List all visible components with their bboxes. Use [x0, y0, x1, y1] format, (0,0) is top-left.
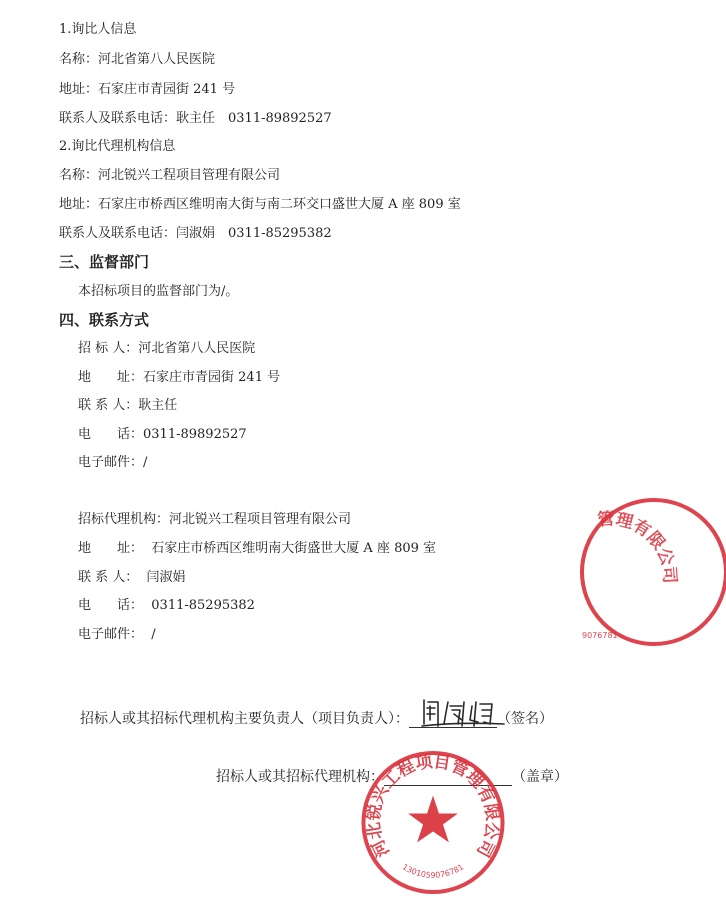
tenderer-phone-row: [78, 427, 247, 443]
signature-suffix: （签名）: [497, 711, 553, 727]
inquirer-heading: 1.询比人信息: [59, 22, 137, 37]
agent-email-label: 电子邮件：: [78, 627, 144, 642]
agent-address: 石家庄市桥西区维明南大街盛世大厦 A 座 809 室: [151, 541, 437, 556]
seal-text: 河北锐兴工程项目管理有限公司: [362, 750, 504, 861]
org-seal-suffix: （盖章）: [512, 769, 568, 785]
agent-email-row: [78, 627, 156, 643]
agent-phone: 0311-85295382: [151, 598, 255, 613]
company-seal: [358, 748, 508, 897]
section-3-body: 本招标项目的监督部门为/。: [78, 284, 239, 299]
agent-contact-label: 联 系 人：: [78, 570, 139, 585]
agent-contact: 闫淑娟: [146, 570, 186, 585]
org-seal-label: 招标人或其招标代理机构：: [216, 769, 384, 785]
seal-code: 1301059076781: [400, 862, 466, 880]
inquirer-contact: 联系人及联系电话：耿主任 0311-89892527: [59, 111, 332, 126]
agent-value: 河北锐兴工程项目管理有限公司: [169, 512, 352, 527]
tenderer-contact-label: 联 系 人：: [78, 398, 139, 413]
agent-phone-row: [78, 598, 255, 614]
tenderer-label: 招 标 人：: [78, 341, 139, 356]
inquirer-name: 名称：河北省第八人民医院: [59, 52, 216, 67]
agent-address-label: 地 址：: [78, 541, 144, 556]
agency-address: 地址：石家庄市桥西区维明南大街与南二环交口盛世大厦 A 座 809 室: [59, 197, 461, 212]
edge-seal-code: 9076781: [582, 631, 618, 640]
agent-contact-row: [78, 570, 186, 586]
tenderer-address-label: 地 址：: [78, 370, 144, 385]
inquirer-address: 地址：石家庄市青园街 241 号: [59, 82, 236, 97]
svg-text:管理有限公司: [597, 508, 680, 584]
tenderer-row: [78, 341, 255, 357]
agent-phone-label: 电 话：: [78, 598, 144, 613]
tenderer-address: 石家庄市青园街 241 号: [143, 370, 281, 385]
tenderer-contact: 耿主任: [138, 398, 178, 413]
handwritten-signature: [418, 696, 508, 734]
agency-contact: 联系人及联系电话：闫淑娟 0311-85295382: [59, 226, 332, 241]
tenderer-phone-label: 电 话：: [78, 427, 144, 442]
section-4-title: 四、联系方式: [59, 311, 150, 329]
tenderer-value: 河北省第八人民医院: [138, 341, 256, 356]
tenderer-email-label: 电子邮件：: [78, 455, 144, 470]
agent-address-row: [78, 541, 436, 557]
tenderer-contact-row: [78, 398, 177, 414]
svg-text:1301059076781: [401, 862, 465, 879]
signature-label: 招标人或其招标代理机构主要负责人（项目负责人）：: [80, 711, 409, 727]
seal-star-icon: [408, 796, 458, 843]
edge-seal-text: 管理有限公司: [596, 509, 680, 585]
tenderer-email-row: [78, 455, 147, 471]
agent-row: [78, 512, 351, 528]
tenderer-address-row: [78, 370, 280, 386]
section-3-title: 三、监督部门: [59, 253, 150, 271]
agency-heading: 2.询比代理机构信息: [59, 139, 176, 154]
edge-seal: [576, 496, 680, 648]
tenderer-email: /: [143, 455, 148, 470]
tenderer-phone: 0311-89892527: [143, 427, 247, 442]
agent-label: 招标代理机构：: [78, 512, 170, 527]
agent-email: /: [151, 627, 156, 642]
agency-name: 名称：河北锐兴工程项目管理有限公司: [59, 168, 281, 183]
